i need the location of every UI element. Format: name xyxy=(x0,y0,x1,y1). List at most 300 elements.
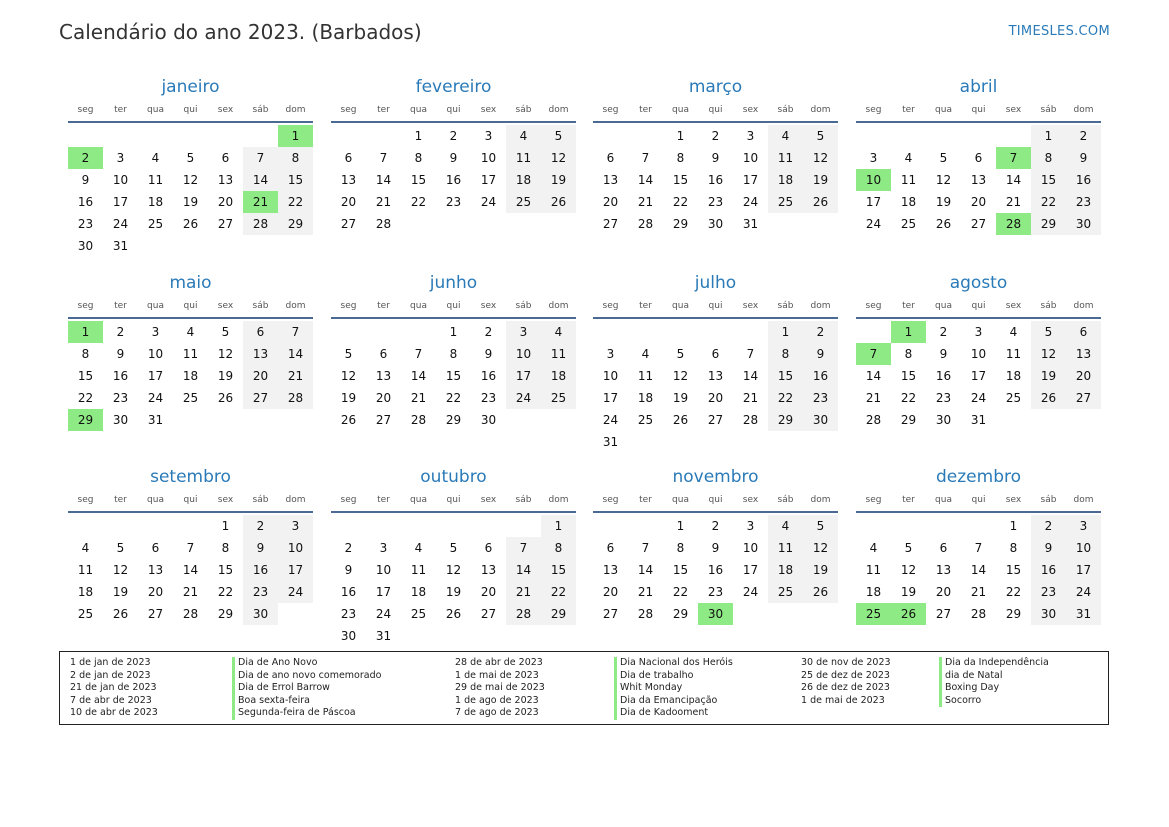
day-cell[interactable]: 7 xyxy=(186,541,195,555)
day-cell[interactable]: 24 xyxy=(278,581,313,603)
day-cell[interactable]: 18 xyxy=(768,169,803,191)
day-cell[interactable]: 3 xyxy=(869,151,878,165)
holiday-day-cell[interactable]: 7 xyxy=(856,343,891,365)
day-cell[interactable]: 19 xyxy=(217,369,234,383)
day-cell[interactable]: 14 xyxy=(742,369,759,383)
day-cell[interactable]: 29 xyxy=(217,607,234,621)
day-cell[interactable]: 8 xyxy=(676,541,685,555)
day-cell[interactable]: 24 xyxy=(742,195,759,209)
day-cell[interactable]: 4 xyxy=(1009,325,1018,339)
day-cell[interactable]: 17 xyxy=(506,365,541,387)
day-cell[interactable]: 28 xyxy=(637,607,654,621)
day-cell[interactable]: 5 xyxy=(803,515,838,537)
day-cell[interactable]: 18 xyxy=(900,195,917,209)
day-cell[interactable]: 23 xyxy=(243,581,278,603)
day-cell[interactable]: 21 xyxy=(1005,195,1022,209)
day-cell[interactable]: 14 xyxy=(637,563,654,577)
day-cell[interactable]: 2 xyxy=(243,515,278,537)
day-cell[interactable]: 16 xyxy=(112,369,129,383)
day-cell[interactable]: 25 xyxy=(147,217,164,231)
day-cell[interactable]: 17 xyxy=(602,391,619,405)
day-cell[interactable]: 23 xyxy=(1031,581,1066,603)
day-cell[interactable]: 10 xyxy=(375,563,392,577)
day-cell[interactable]: 29 xyxy=(445,413,462,427)
day-cell[interactable]: 30 xyxy=(480,413,497,427)
day-cell[interactable]: 27 xyxy=(340,217,357,231)
holiday-day-cell[interactable]: 2 xyxy=(68,147,103,169)
day-cell[interactable]: 6 xyxy=(1066,321,1101,343)
day-cell[interactable]: 20 xyxy=(602,585,619,599)
day-cell[interactable]: 28 xyxy=(410,413,427,427)
day-cell[interactable]: 25 xyxy=(182,391,199,405)
day-cell[interactable]: 21 xyxy=(970,585,987,599)
day-cell[interactable]: 14 xyxy=(410,369,427,383)
day-cell[interactable]: 10 xyxy=(480,151,497,165)
day-cell[interactable]: 9 xyxy=(711,541,720,555)
day-cell[interactable]: 11 xyxy=(182,347,199,361)
day-cell[interactable]: 18 xyxy=(768,559,803,581)
day-cell[interactable]: 19 xyxy=(1031,365,1066,387)
day-cell[interactable]: 15 xyxy=(1005,563,1022,577)
day-cell[interactable]: 12 xyxy=(112,563,129,577)
day-cell[interactable]: 26 xyxy=(217,391,234,405)
day-cell[interactable]: 31 xyxy=(375,629,392,643)
day-cell[interactable]: 24 xyxy=(602,413,619,427)
day-cell[interactable]: 16 xyxy=(340,585,357,599)
day-cell[interactable]: 6 xyxy=(939,541,948,555)
day-cell[interactable]: 24 xyxy=(506,387,541,409)
day-cell[interactable]: 8 xyxy=(676,151,685,165)
day-cell[interactable]: 23 xyxy=(935,391,952,405)
day-cell[interactable]: 16 xyxy=(1031,559,1066,581)
day-cell[interactable]: 18 xyxy=(410,585,427,599)
day-cell[interactable]: 5 xyxy=(449,541,458,555)
day-cell[interactable]: 14 xyxy=(182,563,199,577)
day-cell[interactable]: 1 xyxy=(676,519,685,533)
day-cell[interactable]: 29 xyxy=(672,217,689,231)
day-cell[interactable]: 12 xyxy=(803,537,838,559)
day-cell[interactable]: 20 xyxy=(243,365,278,387)
day-cell[interactable]: 3 xyxy=(278,515,313,537)
day-cell[interactable]: 26 xyxy=(541,191,576,213)
day-cell[interactable]: 21 xyxy=(506,581,541,603)
day-cell[interactable]: 4 xyxy=(869,541,878,555)
day-cell[interactable]: 1 xyxy=(676,129,685,143)
day-cell[interactable]: 12 xyxy=(1031,343,1066,365)
day-cell[interactable]: 17 xyxy=(1066,559,1101,581)
day-cell[interactable]: 1 xyxy=(541,515,576,537)
holiday-day-cell[interactable]: 1 xyxy=(891,321,926,343)
day-cell[interactable]: 12 xyxy=(445,563,462,577)
day-cell[interactable]: 21 xyxy=(637,585,654,599)
day-cell[interactable]: 13 xyxy=(147,563,164,577)
day-cell[interactable]: 20 xyxy=(935,585,952,599)
day-cell[interactable]: 19 xyxy=(340,391,357,405)
day-cell[interactable]: 14 xyxy=(637,173,654,187)
day-cell[interactable]: 22 xyxy=(278,191,313,213)
day-cell[interactable]: 6 xyxy=(379,347,388,361)
day-cell[interactable]: 16 xyxy=(243,559,278,581)
day-cell[interactable]: 9 xyxy=(711,151,720,165)
day-cell[interactable]: 29 xyxy=(1005,607,1022,621)
day-cell[interactable]: 13 xyxy=(340,173,357,187)
day-cell[interactable]: 4 xyxy=(541,321,576,343)
day-cell[interactable]: 5 xyxy=(221,325,230,339)
day-cell[interactable]: 6 xyxy=(974,151,983,165)
day-cell[interactable]: 19 xyxy=(445,585,462,599)
day-cell[interactable]: 3 xyxy=(506,321,541,343)
day-cell[interactable]: 15 xyxy=(768,365,803,387)
day-cell[interactable]: 22 xyxy=(77,391,94,405)
day-cell[interactable]: 2 xyxy=(803,321,838,343)
day-cell[interactable]: 10 xyxy=(506,343,541,365)
day-cell[interactable]: 17 xyxy=(375,585,392,599)
day-cell[interactable]: 20 xyxy=(1066,365,1101,387)
day-cell[interactable]: 21 xyxy=(375,195,392,209)
day-cell[interactable]: 31 xyxy=(742,217,759,231)
holiday-day-cell[interactable]: 28 xyxy=(996,213,1031,235)
day-cell[interactable]: 3 xyxy=(606,347,615,361)
day-cell[interactable]: 20 xyxy=(707,391,724,405)
day-cell[interactable]: 18 xyxy=(541,365,576,387)
day-cell[interactable]: 30 xyxy=(803,409,838,431)
day-cell[interactable]: 22 xyxy=(541,581,576,603)
day-cell[interactable]: 2 xyxy=(711,129,720,143)
day-cell[interactable]: 3 xyxy=(746,129,755,143)
day-cell[interactable]: 17 xyxy=(112,195,129,209)
day-cell[interactable]: 4 xyxy=(904,151,913,165)
day-cell[interactable]: 27 xyxy=(147,607,164,621)
day-cell[interactable]: 21 xyxy=(278,365,313,387)
day-cell[interactable]: 18 xyxy=(865,585,882,599)
day-cell[interactable]: 20 xyxy=(602,195,619,209)
day-cell[interactable]: 21 xyxy=(410,391,427,405)
day-cell[interactable]: 2 xyxy=(484,325,493,339)
day-cell[interactable]: 8 xyxy=(1031,147,1066,169)
day-cell[interactable]: 5 xyxy=(904,541,913,555)
day-cell[interactable]: 3 xyxy=(116,151,125,165)
day-cell[interactable]: 19 xyxy=(112,585,129,599)
day-cell[interactable]: 22 xyxy=(768,387,803,409)
day-cell[interactable]: 3 xyxy=(484,129,493,143)
day-cell[interactable]: 3 xyxy=(746,519,755,533)
day-cell[interactable]: 14 xyxy=(1005,173,1022,187)
holiday-day-cell[interactable]: 25 xyxy=(856,603,891,625)
day-cell[interactable]: 11 xyxy=(77,563,94,577)
day-cell[interactable]: 15 xyxy=(445,369,462,383)
holiday-day-cell[interactable]: 30 xyxy=(698,603,733,625)
day-cell[interactable]: 9 xyxy=(1066,147,1101,169)
day-cell[interactable]: 15 xyxy=(217,563,234,577)
day-cell[interactable]: 5 xyxy=(344,347,353,361)
day-cell[interactable]: 24 xyxy=(865,217,882,231)
day-cell[interactable]: 25 xyxy=(637,413,654,427)
day-cell[interactable]: 4 xyxy=(641,347,650,361)
day-cell[interactable]: 31 xyxy=(147,413,164,427)
day-cell[interactable]: 15 xyxy=(541,559,576,581)
day-cell[interactable]: 5 xyxy=(116,541,125,555)
day-cell[interactable]: 16 xyxy=(480,369,497,383)
day-cell[interactable]: 21 xyxy=(637,195,654,209)
day-cell[interactable]: 7 xyxy=(974,541,983,555)
day-cell[interactable]: 8 xyxy=(541,537,576,559)
day-cell[interactable]: 11 xyxy=(541,343,576,365)
day-cell[interactable]: 16 xyxy=(803,365,838,387)
day-cell[interactable]: 5 xyxy=(939,151,948,165)
day-cell[interactable]: 30 xyxy=(112,413,129,427)
day-cell[interactable]: 7 xyxy=(379,151,388,165)
brand-link[interactable]: TIMESLES.COM xyxy=(1008,24,1110,39)
day-cell[interactable]: 11 xyxy=(768,537,803,559)
day-cell[interactable]: 5 xyxy=(1031,321,1066,343)
day-cell[interactable]: 11 xyxy=(410,563,427,577)
day-cell[interactable]: 20 xyxy=(970,195,987,209)
day-cell[interactable]: 29 xyxy=(900,413,917,427)
day-cell[interactable]: 15 xyxy=(77,369,94,383)
holiday-day-cell[interactable]: 7 xyxy=(996,147,1031,169)
day-cell[interactable]: 19 xyxy=(672,391,689,405)
day-cell[interactable]: 27 xyxy=(375,413,392,427)
day-cell[interactable]: 18 xyxy=(1005,369,1022,383)
day-cell[interactable]: 13 xyxy=(707,369,724,383)
day-cell[interactable]: 13 xyxy=(935,563,952,577)
day-cell[interactable]: 27 xyxy=(217,217,234,231)
day-cell[interactable]: 4 xyxy=(768,125,803,147)
day-cell[interactable]: 17 xyxy=(742,173,759,187)
day-cell[interactable]: 22 xyxy=(1005,585,1022,599)
day-cell[interactable]: 14 xyxy=(970,563,987,577)
day-cell[interactable]: 1 xyxy=(414,129,423,143)
day-cell[interactable]: 19 xyxy=(541,169,576,191)
day-cell[interactable]: 30 xyxy=(935,413,952,427)
day-cell[interactable]: 28 xyxy=(278,387,313,409)
day-cell[interactable]: 21 xyxy=(865,391,882,405)
day-cell[interactable]: 7 xyxy=(243,147,278,169)
day-cell[interactable]: 7 xyxy=(641,541,650,555)
day-cell[interactable]: 29 xyxy=(541,603,576,625)
day-cell[interactable]: 24 xyxy=(742,585,759,599)
day-cell[interactable]: 9 xyxy=(449,151,458,165)
day-cell[interactable]: 8 xyxy=(81,347,90,361)
day-cell[interactable]: 19 xyxy=(803,559,838,581)
day-cell[interactable]: 20 xyxy=(147,585,164,599)
day-cell[interactable]: 5 xyxy=(541,125,576,147)
day-cell[interactable]: 12 xyxy=(217,347,234,361)
day-cell[interactable]: 26 xyxy=(803,581,838,603)
day-cell[interactable]: 3 xyxy=(151,325,160,339)
day-cell[interactable]: 19 xyxy=(935,195,952,209)
day-cell[interactable]: 26 xyxy=(112,607,129,621)
day-cell[interactable]: 24 xyxy=(480,195,497,209)
day-cell[interactable]: 15 xyxy=(900,369,917,383)
day-cell[interactable]: 2 xyxy=(449,129,458,143)
day-cell[interactable]: 27 xyxy=(1066,387,1101,409)
day-cell[interactable]: 22 xyxy=(672,585,689,599)
day-cell[interactable]: 9 xyxy=(81,173,90,187)
day-cell[interactable]: 11 xyxy=(865,563,882,577)
day-cell[interactable]: 19 xyxy=(182,195,199,209)
day-cell[interactable]: 24 xyxy=(1066,581,1101,603)
day-cell[interactable]: 24 xyxy=(375,607,392,621)
day-cell[interactable]: 28 xyxy=(970,607,987,621)
day-cell[interactable]: 30 xyxy=(1066,213,1101,235)
day-cell[interactable]: 17 xyxy=(742,563,759,577)
day-cell[interactable]: 22 xyxy=(410,195,427,209)
day-cell[interactable]: 15 xyxy=(410,173,427,187)
day-cell[interactable]: 12 xyxy=(803,147,838,169)
day-cell[interactable]: 26 xyxy=(1031,387,1066,409)
day-cell[interactable]: 8 xyxy=(1009,541,1018,555)
day-cell[interactable]: 31 xyxy=(1066,603,1101,625)
day-cell[interactable]: 6 xyxy=(606,151,615,165)
day-cell[interactable]: 12 xyxy=(672,369,689,383)
day-cell[interactable]: 9 xyxy=(344,563,353,577)
day-cell[interactable]: 29 xyxy=(278,213,313,235)
day-cell[interactable]: 23 xyxy=(480,391,497,405)
day-cell[interactable]: 23 xyxy=(803,387,838,409)
day-cell[interactable]: 22 xyxy=(900,391,917,405)
day-cell[interactable]: 5 xyxy=(676,347,685,361)
day-cell[interactable]: 28 xyxy=(243,213,278,235)
day-cell[interactable]: 23 xyxy=(445,195,462,209)
day-cell[interactable]: 31 xyxy=(970,413,987,427)
holiday-day-cell[interactable]: 21 xyxy=(243,191,278,213)
day-cell[interactable]: 22 xyxy=(445,391,462,405)
day-cell[interactable]: 22 xyxy=(672,195,689,209)
day-cell[interactable]: 9 xyxy=(939,347,948,361)
day-cell[interactable]: 27 xyxy=(707,413,724,427)
day-cell[interactable]: 18 xyxy=(506,169,541,191)
day-cell[interactable]: 8 xyxy=(278,147,313,169)
day-cell[interactable]: 20 xyxy=(375,391,392,405)
day-cell[interactable]: 13 xyxy=(602,173,619,187)
day-cell[interactable]: 30 xyxy=(707,217,724,231)
day-cell[interactable]: 28 xyxy=(375,217,392,231)
day-cell[interactable]: 23 xyxy=(707,195,724,209)
day-cell[interactable]: 20 xyxy=(340,195,357,209)
day-cell[interactable]: 17 xyxy=(278,559,313,581)
day-cell[interactable]: 3 xyxy=(379,541,388,555)
day-cell[interactable]: 7 xyxy=(506,537,541,559)
day-cell[interactable]: 18 xyxy=(182,369,199,383)
day-cell[interactable]: 13 xyxy=(602,563,619,577)
day-cell[interactable]: 30 xyxy=(77,239,94,253)
day-cell[interactable]: 15 xyxy=(278,169,313,191)
day-cell[interactable]: 6 xyxy=(484,541,493,555)
day-cell[interactable]: 4 xyxy=(81,541,90,555)
day-cell[interactable]: 16 xyxy=(935,369,952,383)
day-cell[interactable]: 6 xyxy=(606,541,615,555)
day-cell[interactable]: 17 xyxy=(865,195,882,209)
day-cell[interactable]: 28 xyxy=(742,413,759,427)
day-cell[interactable]: 27 xyxy=(480,607,497,621)
day-cell[interactable]: 16 xyxy=(707,563,724,577)
day-cell[interactable]: 29 xyxy=(672,607,689,621)
day-cell[interactable]: 16 xyxy=(77,195,94,209)
day-cell[interactable]: 23 xyxy=(112,391,129,405)
day-cell[interactable]: 14 xyxy=(278,343,313,365)
day-cell[interactable]: 25 xyxy=(506,191,541,213)
day-cell[interactable]: 25 xyxy=(768,581,803,603)
day-cell[interactable]: 22 xyxy=(217,585,234,599)
day-cell[interactable]: 14 xyxy=(865,369,882,383)
day-cell[interactable]: 20 xyxy=(217,195,234,209)
day-cell[interactable]: 10 xyxy=(278,537,313,559)
day-cell[interactable]: 1 xyxy=(768,321,803,343)
day-cell[interactable]: 30 xyxy=(243,603,278,625)
day-cell[interactable]: 30 xyxy=(340,629,357,643)
day-cell[interactable]: 27 xyxy=(935,607,952,621)
day-cell[interactable]: 6 xyxy=(711,347,720,361)
day-cell[interactable]: 15 xyxy=(672,173,689,187)
day-cell[interactable]: 31 xyxy=(602,435,619,449)
day-cell[interactable]: 4 xyxy=(186,325,195,339)
day-cell[interactable]: 23 xyxy=(77,217,94,231)
day-cell[interactable]: 9 xyxy=(116,347,125,361)
day-cell[interactable]: 25 xyxy=(900,217,917,231)
day-cell[interactable]: 10 xyxy=(970,347,987,361)
day-cell[interactable]: 16 xyxy=(445,173,462,187)
day-cell[interactable]: 10 xyxy=(742,541,759,555)
day-cell[interactable]: 10 xyxy=(602,369,619,383)
day-cell[interactable]: 14 xyxy=(243,169,278,191)
day-cell[interactable]: 15 xyxy=(672,563,689,577)
day-cell[interactable]: 2 xyxy=(344,541,353,555)
day-cell[interactable]: 7 xyxy=(746,347,755,361)
day-cell[interactable]: 3 xyxy=(1066,515,1101,537)
day-cell[interactable]: 20 xyxy=(480,585,497,599)
day-cell[interactable]: 6 xyxy=(151,541,160,555)
day-cell[interactable]: 22 xyxy=(1031,191,1066,213)
day-cell[interactable]: 7 xyxy=(414,347,423,361)
day-cell[interactable]: 31 xyxy=(112,239,129,253)
day-cell[interactable]: 1 xyxy=(1031,125,1066,147)
day-cell[interactable]: 10 xyxy=(1066,537,1101,559)
day-cell[interactable]: 2 xyxy=(711,519,720,533)
day-cell[interactable]: 13 xyxy=(243,343,278,365)
day-cell[interactable]: 6 xyxy=(243,321,278,343)
day-cell[interactable]: 5 xyxy=(186,151,195,165)
day-cell[interactable]: 4 xyxy=(414,541,423,555)
day-cell[interactable]: 2 xyxy=(1031,515,1066,537)
day-cell[interactable]: 29 xyxy=(1031,213,1066,235)
day-cell[interactable]: 11 xyxy=(506,147,541,169)
day-cell[interactable]: 27 xyxy=(602,607,619,621)
day-cell[interactable]: 9 xyxy=(803,343,838,365)
day-cell[interactable]: 28 xyxy=(637,217,654,231)
day-cell[interactable]: 12 xyxy=(541,147,576,169)
day-cell[interactable]: 7 xyxy=(641,151,650,165)
day-cell[interactable]: 8 xyxy=(904,347,913,361)
day-cell[interactable]: 21 xyxy=(182,585,199,599)
day-cell[interactable]: 23 xyxy=(340,607,357,621)
day-cell[interactable]: 1 xyxy=(449,325,458,339)
day-cell[interactable]: 9 xyxy=(243,537,278,559)
holiday-day-cell[interactable]: 26 xyxy=(891,603,926,625)
day-cell[interactable]: 29 xyxy=(768,409,803,431)
day-cell[interactable]: 1 xyxy=(221,519,230,533)
day-cell[interactable]: 6 xyxy=(221,151,230,165)
day-cell[interactable]: 6 xyxy=(344,151,353,165)
day-cell[interactable]: 8 xyxy=(221,541,230,555)
day-cell[interactable]: 12 xyxy=(900,563,917,577)
day-cell[interactable]: 16 xyxy=(1066,169,1101,191)
day-cell[interactable]: 2 xyxy=(939,325,948,339)
day-cell[interactable]: 5 xyxy=(803,125,838,147)
day-cell[interactable]: 27 xyxy=(243,387,278,409)
day-cell[interactable]: 25 xyxy=(410,607,427,621)
day-cell[interactable]: 13 xyxy=(217,173,234,187)
